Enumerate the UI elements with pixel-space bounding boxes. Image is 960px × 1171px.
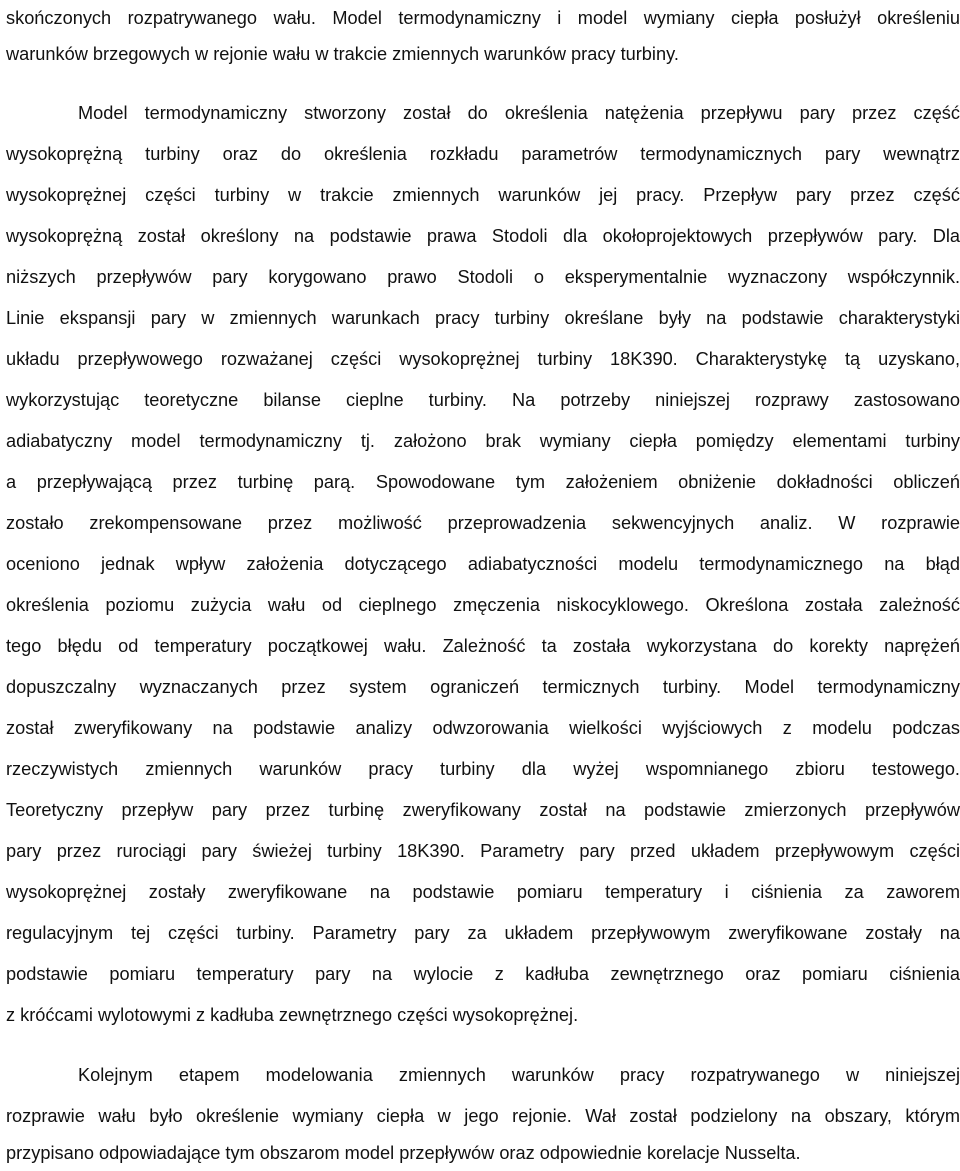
text-line: niższych przepływów pary korygowano prawo Stodoli o eksperymentalnie wyznaczony współczynnik. <box>6 267 960 287</box>
text-line: oceniono jednak wpływ założenia dotyczącego adiabatyczności modelu termodynamicznego na błąd <box>6 554 960 574</box>
text-line: Kolejnym etapem modelowania zmiennych warunków pracy rozpatrywanego w niniejszej <box>78 1065 960 1085</box>
text-line: rzeczywistych zmiennych warunków pracy turbiny dla wyżej wspomnianego zbioru testowego. <box>6 759 960 779</box>
text-line: Model termodynamiczny stworzony został do określenia natężenia przepływu pary przez część <box>78 103 960 123</box>
text-line: wykorzystując teoretyczne bilanse cieplne turbiny. Na potrzeby niniejszej rozprawy zastosowano <box>6 390 960 410</box>
text-line: pary przez rurociągi pary świeżej turbiny 18K390. Parametry pary przed układem przepływowym części <box>6 841 960 861</box>
text-line: tego błędu od temperatury początkowej wału. Zależność ta została wykorzystana do korekty naprężeń <box>6 636 960 656</box>
text-line: Linie ekspansji pary w zmiennych warunkach pracy turbiny określane były na podstawie charakterystyki <box>6 308 960 328</box>
text-line: a przepływającą przez turbinę parą. Spowodowane tym założeniem obniżenie dokładności obliczeń <box>6 472 960 492</box>
text-line: wysokoprężnej części turbiny w trakcie zmiennych warunków jej pracy. Przepływ pary przez część <box>6 185 960 205</box>
text-line: skończonych rozpatrywanego wału. Model termodynamiczny i model wymiany ciepła posłużył określeniu <box>6 8 960 28</box>
text-line: zostało zrekompensowane przez możliwość przeprowadzenia sekwencyjnych analiz. W rozprawie <box>6 513 960 533</box>
text-line: określenia poziomu zużycia wału od cieplnego zmęczenia niskocyklowego. Określona została zależność <box>6 595 960 615</box>
text-line: wysokoprężną został określony na podstawie prawa Stodoli dla okołoprojektowych przepływów pary. Dla <box>6 226 960 246</box>
text-line: rozprawie wału było określenie wymiany ciepła w jego rejonie. Wał został podzielony na obszary, którym <box>6 1106 960 1126</box>
text-line: wysokoprężną turbiny oraz do określenia rozkładu parametrów termodynamicznych pary wewnątrz <box>6 144 960 164</box>
text-line: został zweryfikowany na podstawie analizy odwzorowania wielkości wyjściowych z modelu podczas <box>6 718 960 738</box>
text-line: układu przepływowego rozważanej części wysokoprężnej turbiny 18K390. Charakterystykę tą uzyskano, <box>6 349 960 369</box>
text-line: adiabatyczny model termodynamiczny tj. założono brak wymiany ciepła pomiędzy elementami turbiny <box>6 431 960 451</box>
text-line: wysokoprężnej zostały zweryfikowane na podstawie pomiaru temperatury i ciśnienia za zaworem <box>6 882 960 902</box>
text-line: podstawie pomiaru temperatury pary na wylocie z kadłuba zewnętrznego oraz pomiaru ciśnienia <box>6 964 960 984</box>
text-line: z króćcami wylotowymi z kadłuba zewnętrznego części wysokoprężnej. <box>6 1005 579 1025</box>
text-line: przypisano odpowiadające tym obszarom model przepływów oraz odpowiednie korelacje Nusselta. <box>6 1143 801 1163</box>
text-line: dopuszczalny wyznaczanych przez system ograniczeń termicznych turbiny. Model termodynamiczny <box>6 677 960 697</box>
text-line: regulacyjnym tej części turbiny. Parametry pary za układem przepływowym zweryfikowane zostały na <box>6 923 960 943</box>
text-line: warunków brzegowych w rejonie wału w trakcie zmiennych warunków pracy turbiny. <box>6 44 679 64</box>
text-line: Teoretyczny przepływ pary przez turbinę zweryfikowany został na podstawie zmierzonych przepływów <box>6 800 960 820</box>
